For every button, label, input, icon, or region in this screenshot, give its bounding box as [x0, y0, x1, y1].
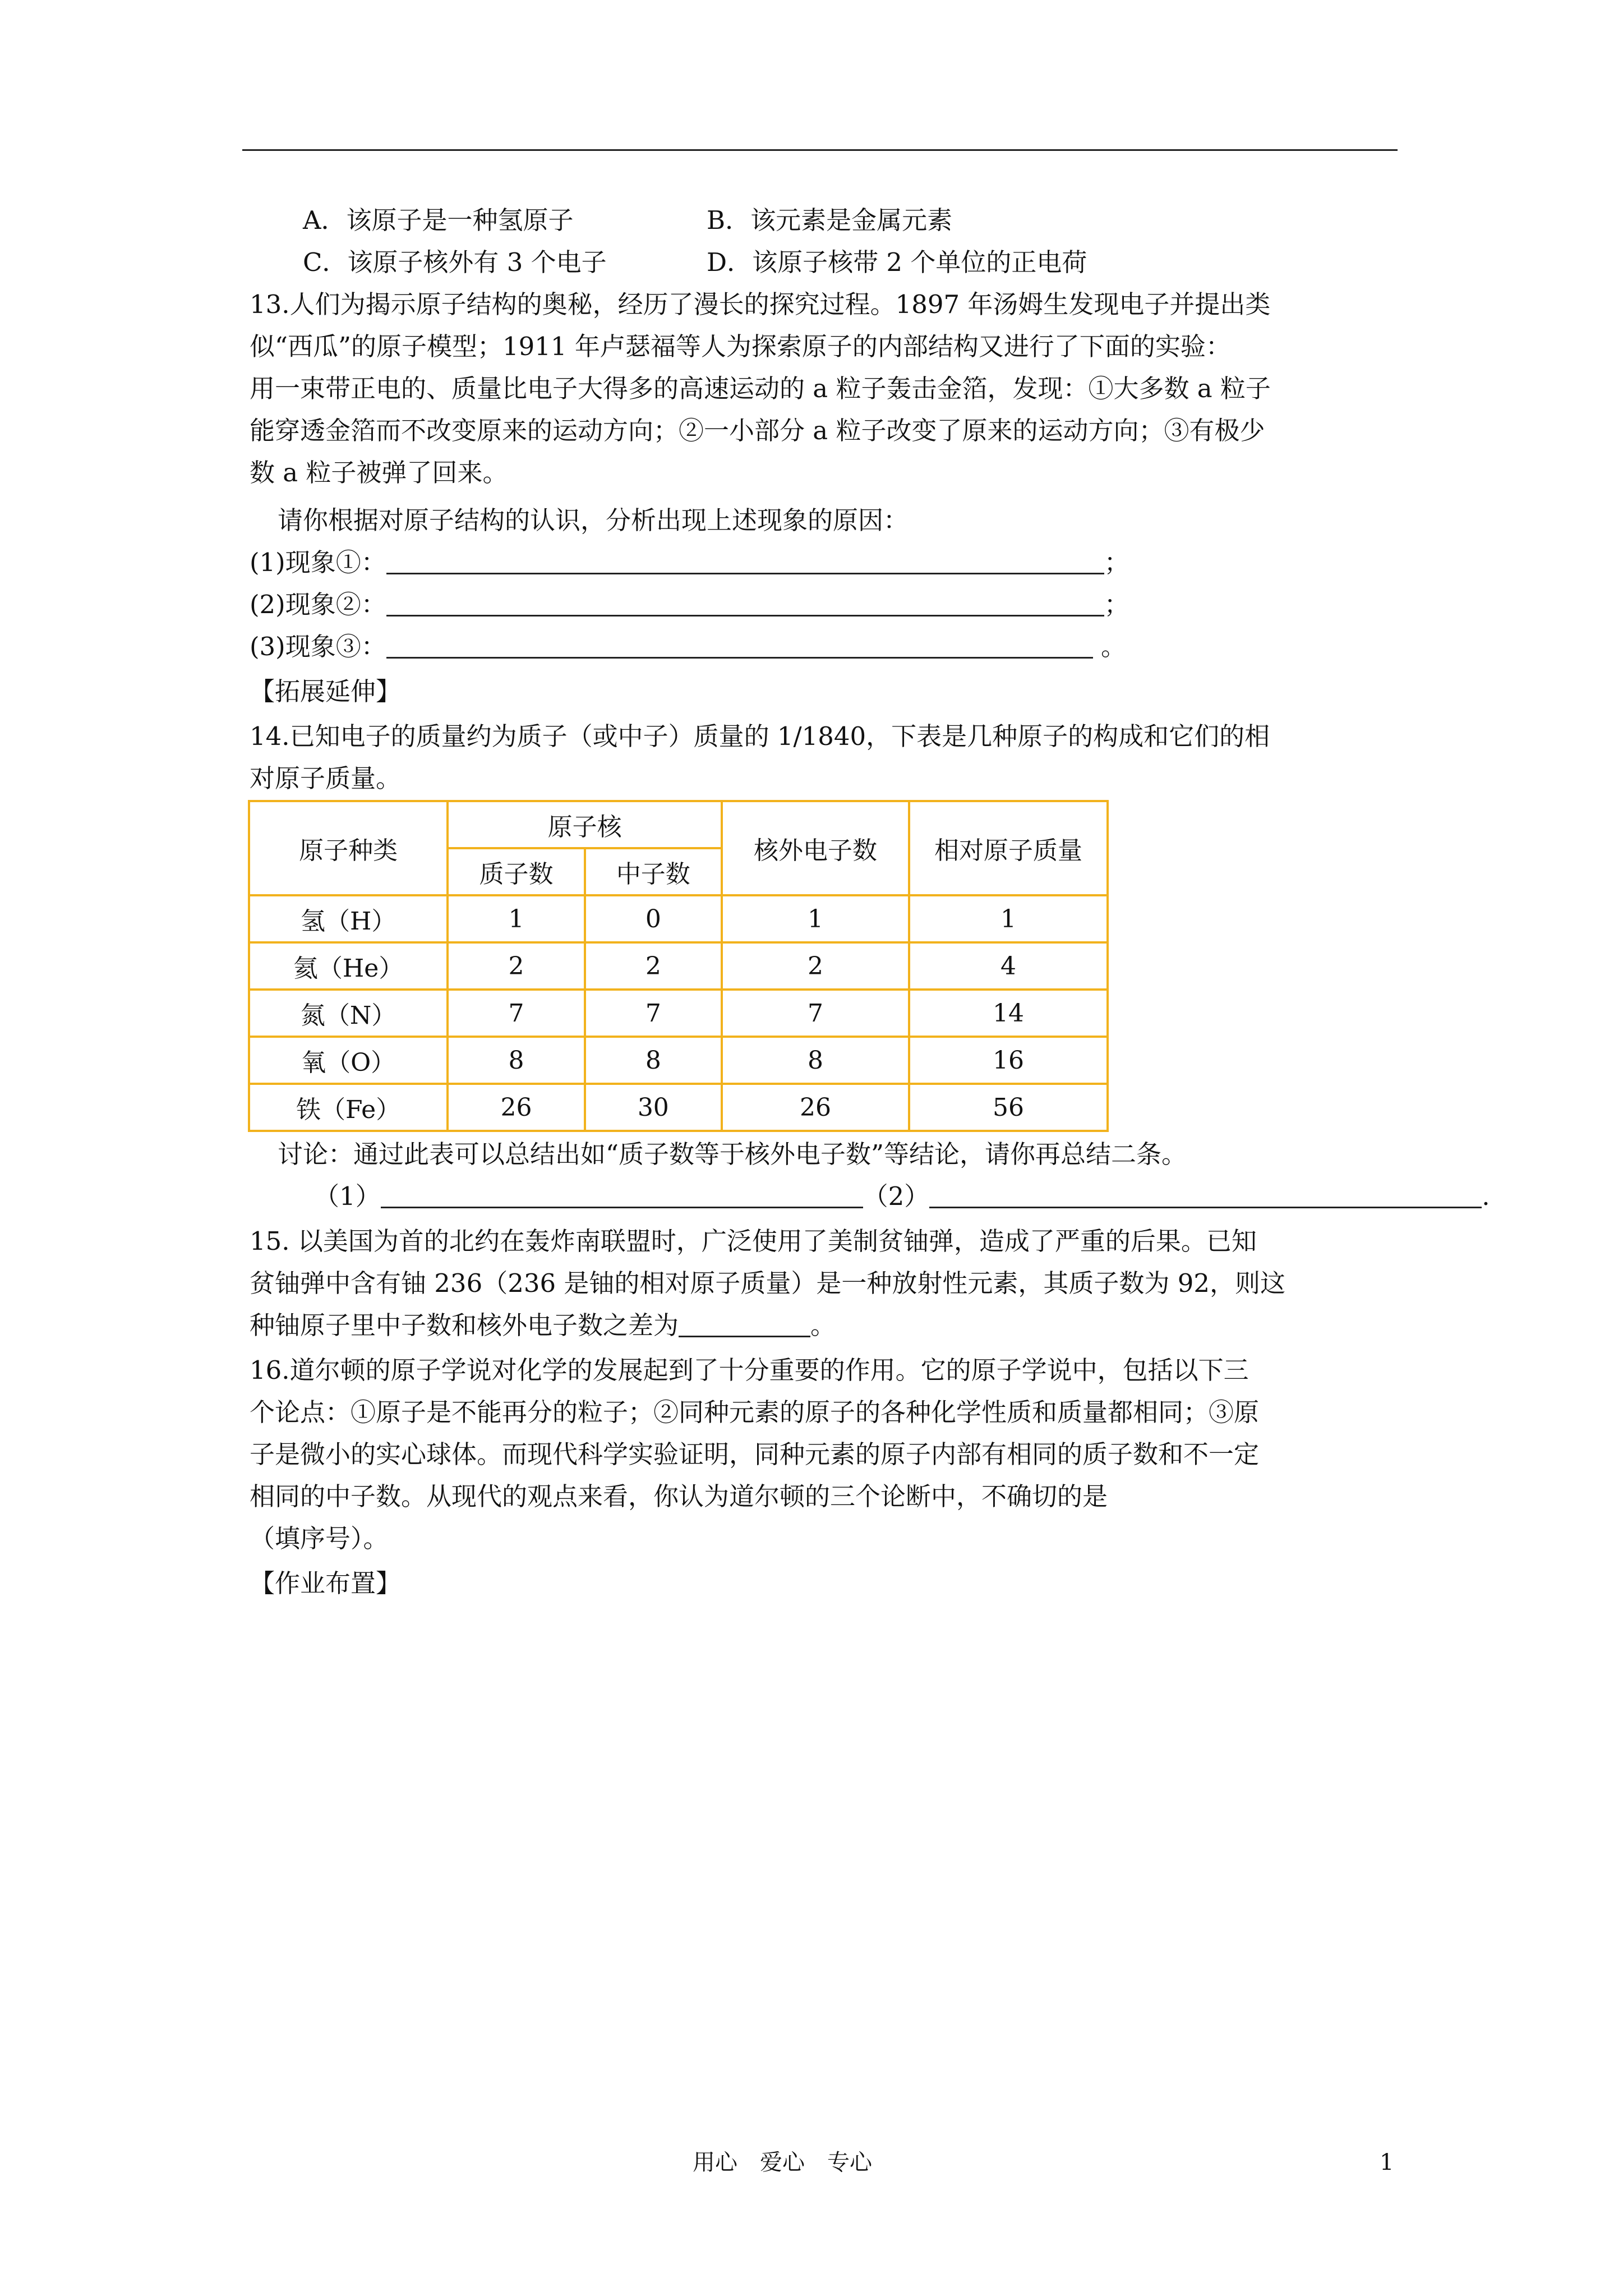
cell-neutrons: 8 — [585, 1037, 722, 1084]
q14-answer-blank-1[interactable] — [381, 1177, 863, 1208]
option-a: A．该原子是一种氢原子 — [303, 205, 574, 235]
q16-line-2: 个论点：①原子是不能再分的粒子；②同种元素的原子的各种化学性质和质量都相同；③原 — [250, 1397, 1260, 1427]
table-row — [249, 1084, 1108, 1131]
cell-electrons: 7 — [722, 990, 909, 1037]
cell-relative-mass: 56 — [909, 1084, 1108, 1131]
header-electron-count: 核外电子数 — [722, 801, 909, 895]
q14-discussion: 讨论：通过此表可以总结出如“质子数等于核外电子数”等结论，请你再总结二条。 — [278, 1139, 1187, 1169]
q15-last-suffix: 。 — [810, 1310, 836, 1340]
cell-atom-name: 氢（H） — [249, 895, 448, 942]
table-row — [249, 895, 1108, 942]
header-relative-mass: 相对原子质量 — [909, 801, 1108, 895]
q15-answer-blank[interactable] — [679, 1306, 810, 1337]
cell-atom-name: 铁（Fe） — [249, 1084, 448, 1131]
q14-answer-1-label: （1） — [314, 1181, 381, 1211]
q15-line-2: 贫铀弹中含有铀 236（236 是铀的相对原子质量）是一种放射性元素，其质子数为 92，则这 — [250, 1268, 1285, 1298]
q13-prompt: 请你根据对原子结构的认识，分析出现上述现象的原因： — [278, 505, 909, 535]
q13-line-4: 能穿透金箔而不改变原来的运动方向；②一小部分 a 粒子改变了原来的运动方向；③有极少 — [250, 416, 1265, 445]
cell-protons: 8 — [448, 1037, 584, 1084]
cell-relative-mass: 16 — [909, 1037, 1108, 1084]
cell-electrons: 26 — [722, 1084, 909, 1131]
q13-line-1: 13.人们为揭示原子结构的奥秘，经历了漫长的探究过程。1897 年汤姆生发现电子并提出类 — [250, 289, 1271, 319]
cell-neutrons: 7 — [585, 990, 722, 1037]
table-row — [249, 1037, 1108, 1084]
option-c: C．该原子核外有 3 个电子 — [303, 247, 607, 277]
q13-line-5: 数 a 粒子被弹了回来。 — [250, 458, 508, 487]
q13-answer-blank-2[interactable] — [386, 586, 1104, 616]
q13-answer-blank-1[interactable] — [386, 544, 1104, 574]
header-nucleus: 原子核 — [448, 801, 722, 848]
cell-atom-name: 氧（O） — [249, 1037, 448, 1084]
table-row — [249, 942, 1108, 990]
page-number: 1 — [1380, 2150, 1394, 2175]
cell-protons: 2 — [448, 942, 584, 990]
atom-composition-table — [248, 800, 1109, 1132]
cell-neutrons: 0 — [585, 895, 722, 942]
table-row — [249, 990, 1108, 1037]
q14-answer-2-label: （2） — [863, 1181, 930, 1211]
q13-item-1 — [250, 541, 1399, 583]
q16-line-1: 16.道尔顿的原子学说对化学的发展起到了十分重要的作用。它的原子学说中，包括以下三 — [250, 1355, 1249, 1385]
cell-relative-mass: 1 — [909, 895, 1108, 942]
cell-atom-name: 氮（N） — [249, 990, 448, 1037]
q14-line-1: 14.已知电子的质量约为质子（或中子）质量的 1/1840，下表是几种原子的构成和它们的相 — [250, 721, 1270, 751]
table-header-row — [249, 801, 1108, 848]
cell-protons: 26 — [448, 1084, 584, 1131]
header-rule — [242, 149, 1398, 151]
q16-line-5: （填序号）。 — [250, 1524, 389, 1553]
q14-line-2: 对原子质量。 — [250, 763, 402, 793]
header-atom-type: 原子种类 — [249, 801, 448, 895]
cell-neutrons: 30 — [585, 1084, 722, 1131]
q14-answer-end: . — [1482, 1181, 1490, 1211]
section-heading-extend: 【拓展延伸】 — [250, 677, 402, 706]
cell-electrons: 2 — [722, 942, 909, 990]
q15-last-prefix: 种铀原子里中子数和核外电子数之差为 — [250, 1310, 679, 1340]
q14-answers — [314, 1175, 1490, 1217]
q13-line-3: 用一束带正电的、质量比电子大得多的高速运动的 a 粒子轰击金箔，发现：①大多数 a 粒子 — [250, 374, 1271, 403]
cell-atom-name: 氦（He） — [249, 942, 448, 990]
option-b: B．该元素是金属元素 — [707, 205, 953, 235]
q15-line-3 — [250, 1304, 1399, 1346]
header-neutron-count: 中子数 — [585, 848, 722, 895]
cell-protons: 1 — [448, 895, 584, 942]
header-proton-count: 质子数 — [448, 848, 584, 895]
q13-line-2: 似“西瓜”的原子模型；1911 年卢瑟福等人为探索原子的内部结构又进行了下面的实验： — [250, 332, 1231, 361]
cell-relative-mass: 4 — [909, 942, 1108, 990]
q16-line-4: 相同的中子数。从现代的观点来看，你认为道尔顿的三个论断中，不确切的是 — [250, 1481, 1108, 1511]
q13-item-3-end: 。 — [1092, 632, 1127, 661]
q13-answer-blank-3[interactable] — [386, 628, 1093, 659]
q13-item-1-label: (1)现象①： — [250, 547, 386, 577]
q13-item-2-end: ； — [1104, 590, 1129, 619]
cell-neutrons: 2 — [585, 942, 722, 990]
q16-line-3: 子是微小的实心球体。而现代科学实验证明，同种元素的原子内部有相同的质子数和不一定 — [250, 1439, 1260, 1469]
q13-item-1-end: ； — [1104, 547, 1129, 577]
q14-answer-blank-2[interactable] — [929, 1177, 1482, 1208]
q15-line-1: 15. 以美国为首的北约在轰炸南联盟时，广泛使用了美制贫铀弹，造成了严重的后果。已知 — [250, 1226, 1257, 1256]
section-heading-homework: 【作业布置】 — [250, 1568, 402, 1598]
q13-item-3 — [250, 625, 1399, 668]
option-d: D．该原子核带 2 个单位的正电荷 — [707, 247, 1087, 277]
cell-protons: 7 — [448, 990, 584, 1037]
q13-item-2 — [250, 583, 1399, 625]
cell-relative-mass: 14 — [909, 990, 1108, 1037]
footer-motto: 用心 爱心 专心 — [693, 2150, 872, 2175]
q13-item-3-label: (3)现象③： — [250, 632, 386, 661]
cell-electrons: 1 — [722, 895, 909, 942]
cell-electrons: 8 — [722, 1037, 909, 1084]
q13-item-2-label: (2)现象②： — [250, 590, 386, 619]
